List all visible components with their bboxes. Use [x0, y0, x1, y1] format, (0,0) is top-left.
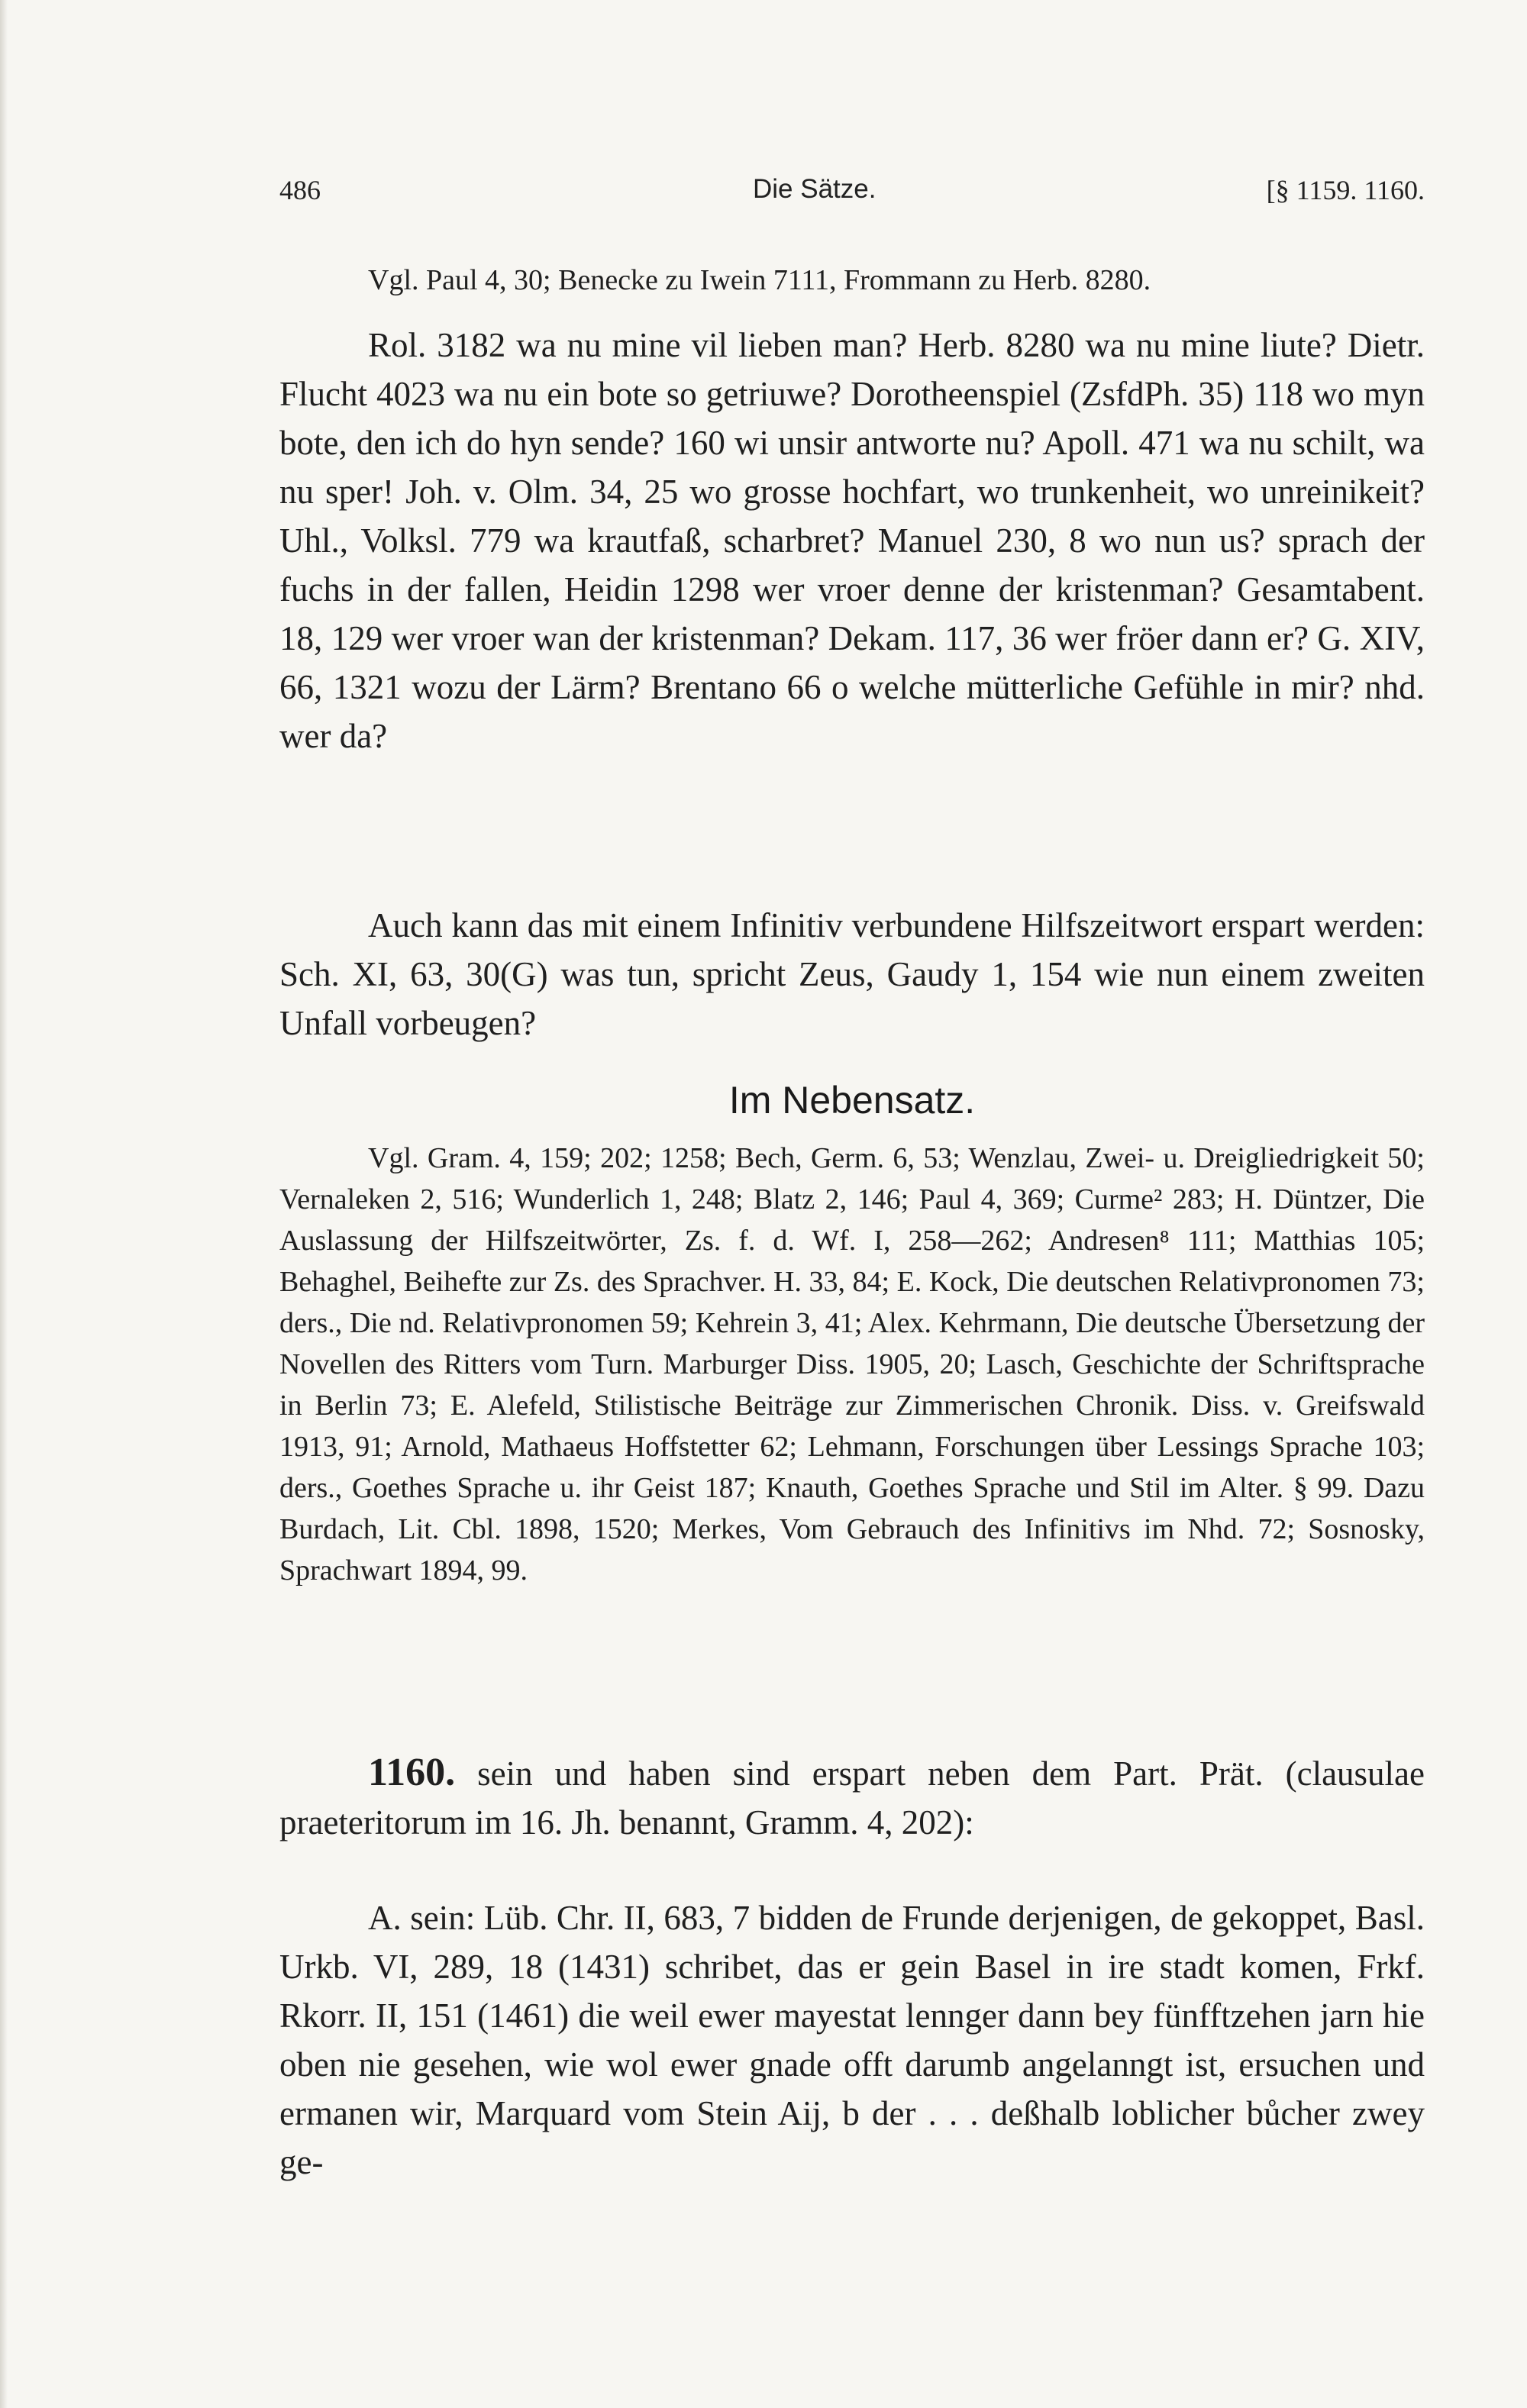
reference-text: Vgl. Paul 4, 30; Benecke zu Iwein 7111, Frommann zu Herb. 8280. [368, 264, 1151, 296]
examples-text: Rol. 3182 wa nu mine vil lieben man? Herb. 8280 wa nu mine liute? Dietr. Flucht 4023 wa nu ein bote so getriuwe? Dorotheenspiel (ZsfdPh. 35) 118 wo myn bote, den ich do hyn sende? 160 wi unsir antworte nu? Apoll. 471 wa nu schilt, wa nu sper! Joh. v. Olm. 34, 25 wo grosse hochfart, wo trunkenheit, wo unreinikeit? Uhl., Volksl. 779 wa krautfaß, scharbret? Manuel 230, 8 wo nun us? sprach der fuchs in der fallen, Heidin 1298 wer vroer denne der kristenman? Gesamtabent. 18, 129 wer vroer wan der kristenman? Dekam. 117, 36 wer fröer dann er? G. XIV, 66, 1321 wozu der Lärm? Brentano 66 o welche mütterliche Gefühle in mir? nhd. wer da? [279, 326, 1425, 755]
paragraph-1160-a [279, 1893, 1425, 2187]
paragraph-number: 1160. [368, 1751, 456, 1794]
infinitiv-text: Auch kann das mit einem Infinitiv verbundene Hilfszeitwort erspart werden: Sch. XI, 63, 30(G) was tun, spricht Zeus, Gaudy 1, 154 wie nun einem zweiten Unfall vorbeugen? [279, 906, 1425, 1042]
paragraph-1160-a-text: A. sein: Lüb. Chr. II, 683, 7 bidden de Frunde derjenigen, de gekoppet, Basl. Urkb. VI, 289, 18 (1431) schribet, das er gein Basel in ire stadt komen, Frkf. Rkorr. II, 151 (1461) die weil ewer mayestat lennger dann bey fünfftzehen jarn hie oben nie gesehen, wie wol ewer gnade offt darumb angelanngt ist, ersuchen und ermanen wir, Marquard vom Stein Aij, b der . . . deßhalb loblicher bůcher zwey ge- [279, 1899, 1425, 2181]
reference-nebensatz [279, 1138, 1425, 1591]
paragraph-1160-body [279, 1748, 1425, 1847]
paragraph-1160-text: sein und haben sind erspart neben dem Part. Prät. (clausulae praeteritorum im 16. Jh. benannt, Gramm. 4, 202): [279, 1754, 1425, 1842]
section-reference: [§ 1159. 1160. [1266, 175, 1425, 205]
reference-nebensatz-text: Vgl. Gram. 4, 159; 202; 1258; Bech, Germ. 6, 53; Wenzlau, Zwei- u. Dreigliedrigkeit 50; Vernaleken 2, 516; Wunderlich 1, 248; Blatz 2, 146; Paul 4, 369; Curme² 283; H. Düntzer, Die Auslassung der Hilfszeitwörter, Zs. f. d. Wf. I, 258—262; Andresen⁸ 111; Matthias 105; Behaghel, Beihefte zur Zs. des Sprachver. H. 33, 84; E. Kock, Die deutschen Relativpronomen 73; ders., Die nd. Relativpronomen 59; Kehrein 3, 41; Alex. Kehrmann, Die deutsche Übersetzung der Novellen des Ritters vom Turn. Marburger Diss. 1905, 20; Lasch, Geschichte der Schriftsprache in Berlin 73; E. Alefeld, Stilistische Beiträge zur Zimmerischen Chronik. Diss. v. Greifswald 1913, 91; Arnold, Mathaeus Hoffstetter 62; Lehmann, Forschungen über Lessings Sprache 103; ders., Goethes Sprache u. ihr Geist 187; Knauth, Goethes Sprache und Stil im Alter. § 99. Dazu Burdach, Lit. Cbl. 1898, 1520; Merkes, Vom Gebrauch des Infinitivs im Nhd. 72; Sosnosky, Sprachwart 1894, 99. [279, 1142, 1425, 1587]
paragraph-1160 [279, 1748, 1425, 1847]
running-title: Die Sätze. [753, 174, 876, 204]
section-heading: Im Nebensatz. [728, 1079, 976, 1122]
scan-edge [0, 0, 8, 2408]
page-number: 486 [279, 175, 321, 205]
reference-1159 [279, 260, 1425, 301]
infinitiv-paragraph [279, 901, 1425, 1047]
page-header [279, 174, 1425, 220]
examples-1159 [279, 321, 1425, 760]
